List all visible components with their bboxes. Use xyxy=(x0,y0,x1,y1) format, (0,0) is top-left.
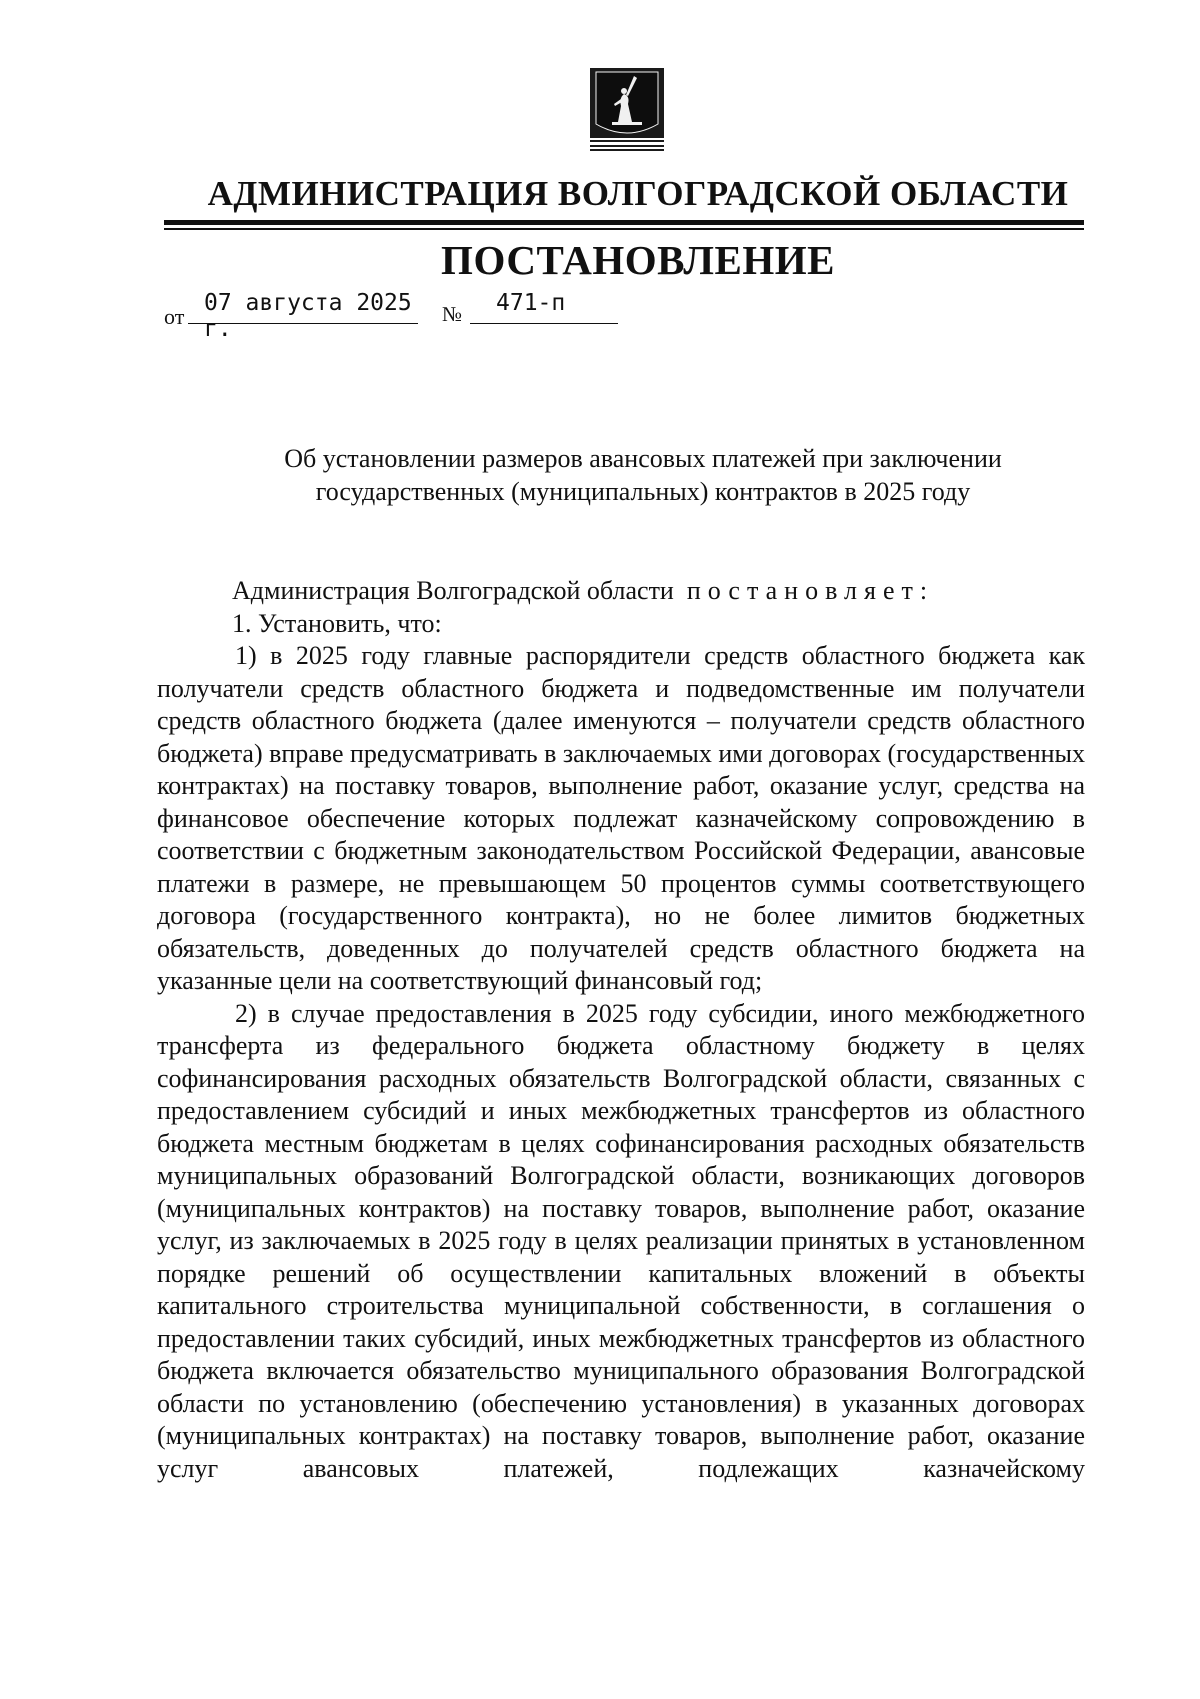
preamble-start: Администрация Волгоградской области xyxy=(232,576,674,605)
number-prefix: № xyxy=(442,302,463,326)
header-rule-thin xyxy=(164,228,1084,230)
document-date: 07 августа 2025 г. xyxy=(188,290,418,324)
document-number: 471-п xyxy=(470,290,618,324)
subitem-1: 1) в 2025 году главные распорядители средств областного бюджета как получатели средств областного бюджета и подведомственные им получатели средств областного бюджета (далее именуются – получатели средств областного бюджета) вправе предусматривать в заключаемых ими договорах (государственных контрактах) на поставку товаров, выполнение работ, оказание услуг, средства на финансовое обеспечение которых подлежат казначейскому сопровождению в соответствии с бюджетным законодательством Российской Федерации, авансовые платежи в размере, не превышающем 50 процентов суммы соответствующего договора (государственного контракта), но не более лимитов бюджетных обязательств, доведенных до получателей средств областного бюджета на указанные цели на соответствующий финансовый год; xyxy=(157,641,1086,995)
document-subject xyxy=(160,442,1090,508)
registration-line xyxy=(164,290,634,342)
document-type: ПОСТАНОВЛЕНИЕ xyxy=(441,237,835,283)
item-1: 1. Установить, что: xyxy=(232,608,442,638)
organization-title: АДМИНИСТРАЦИЯ ВОЛГОГРАДСКОЙ ОБЛАСТИ xyxy=(207,174,1069,213)
document-body xyxy=(157,575,1085,1485)
subject-line-2: государственных (муниципальных) контрактов в 2025 году xyxy=(315,477,971,506)
preamble xyxy=(157,575,1085,608)
subject-line-1: Об установлении размеров авансовых платежей при заключении xyxy=(284,444,1002,473)
coat-of-arms-icon xyxy=(588,66,666,152)
header-rule-thick xyxy=(164,220,1084,225)
date-prefix: от xyxy=(164,304,185,329)
subitem-2: 2) в случае предоставления в 2025 году субсидии, иного межбюджетного трансферта из федерального бюджета областному бюджету в целях софинансирования расходных обязательств Волгоградской области, связанных с предоставлением субсидий и иных межбюджетных трансфертов из областного бюджета местным бюджетам в целях софинансирования расходных обязательств муниципальных образований Волгоградской области, возникающих договоров (муниципальных контрактов) на поставку товаров, выполнение работ, оказание услуг, из заключаемых в 2025 году в целях реализации принятых в установленном порядке решений об осуществлении капитальных вложений в объекты капитального строительства муниципальной собственности, в соглашения о предоставлении таких субсидий, иных межбюджетных трансфертов из областного бюджета включается обязательство муниципального образования Волгоградской области по установлению (обеспечению установления) в указанных договорах (муниципальных контрактах) на поставку товаров, выполнение работ, оказание услуг авансовых платежей, подлежащих казначейскому xyxy=(157,998,1085,1483)
preamble-verb: постановляет: xyxy=(686,576,935,605)
